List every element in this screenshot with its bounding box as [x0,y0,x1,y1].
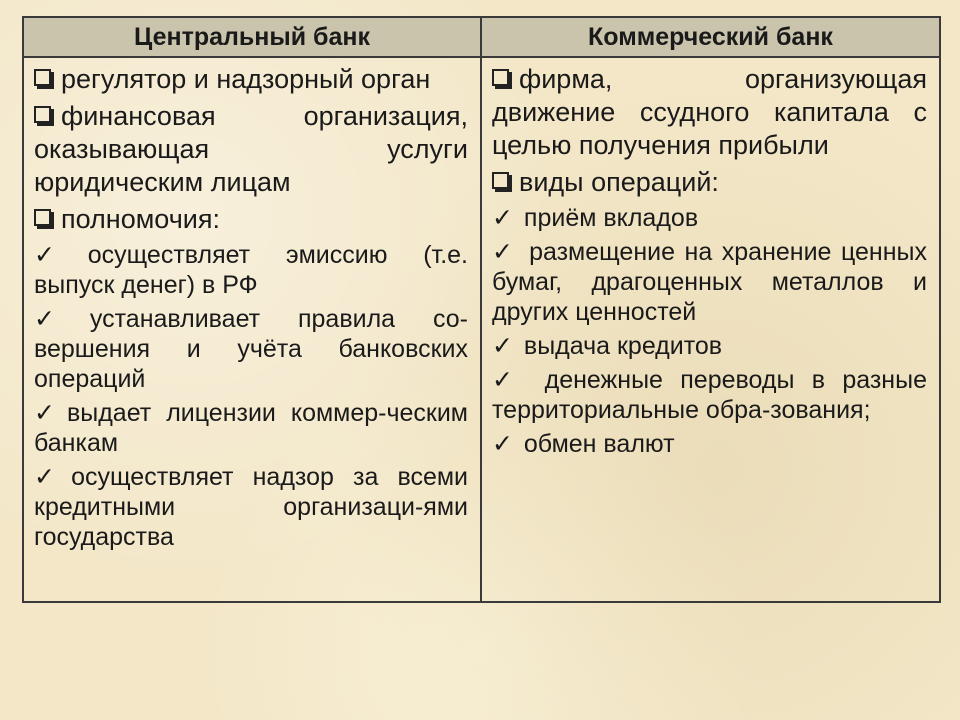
item-text: выдача кредитов [523,332,723,360]
item-text: размещение на хранение ценных бумаг, драгоценных металлов и других ценностей [492,238,927,326]
commercial-bank-cell [481,57,940,602]
checkmark-icon: ✓ [34,305,86,333]
item-text: приём вкладов [523,204,699,232]
header-commercial-bank: Коммерческий банк [481,17,940,57]
item-text: устанавливает правила со-вершения и учёта банковских операций [34,305,468,393]
checkmark-icon: ✓ [34,399,63,427]
list-item [492,166,927,199]
list-item [492,237,927,327]
list-item [34,398,468,458]
list-item [34,63,468,96]
square-bullet-icon [492,172,509,189]
checkmark-icon: ✓ [492,332,513,360]
list-item [34,240,468,300]
list-item [492,365,927,425]
square-bullet-icon [34,69,51,86]
list-item [492,63,927,162]
list-item [34,462,468,552]
checkmark-icon: ✓ [492,204,513,232]
list-item [34,100,468,199]
item-text: регулятор и надзорный орган [61,64,431,94]
list-item [492,429,927,459]
header-row [23,17,940,57]
list-item [34,304,468,394]
checkmark-icon: ✓ [34,463,68,491]
square-bullet-icon [492,69,509,86]
checkmark-icon: ✓ [492,430,513,458]
item-text: осуществляет эмиссию (т.е. выпуск денег) в РФ [34,241,469,299]
central-bank-cell [23,57,481,602]
item-text: виды операций: [519,167,719,197]
list-item [492,203,927,233]
item-text: осуществляет надзор за всеми кредитными организаци-ями государства [34,463,469,551]
item-text: денежные переводы в разные территориальные обра-зования; [492,366,927,424]
item-text: полномочия: [61,204,220,234]
item-text: фирма, организующая движение ссудного капитала с целью получения прибыли [492,64,927,160]
item-text: финансовая организация, оказывающая услуги юридическим лицам [34,101,468,197]
list-item [492,331,927,361]
item-text: выдает лицензии коммер-ческим банкам [34,399,468,457]
checkmark-icon: ✓ [34,241,84,269]
square-bullet-icon [34,209,51,226]
checkmark-icon: ✓ [492,366,524,394]
content-row [23,57,940,602]
square-bullet-icon [34,106,51,123]
item-text: обмен валют [523,430,675,458]
header-central-bank: Центральный банк [23,17,481,57]
checkmark-icon: ✓ [492,238,516,266]
comparison-table [22,16,941,603]
list-item [34,203,468,236]
